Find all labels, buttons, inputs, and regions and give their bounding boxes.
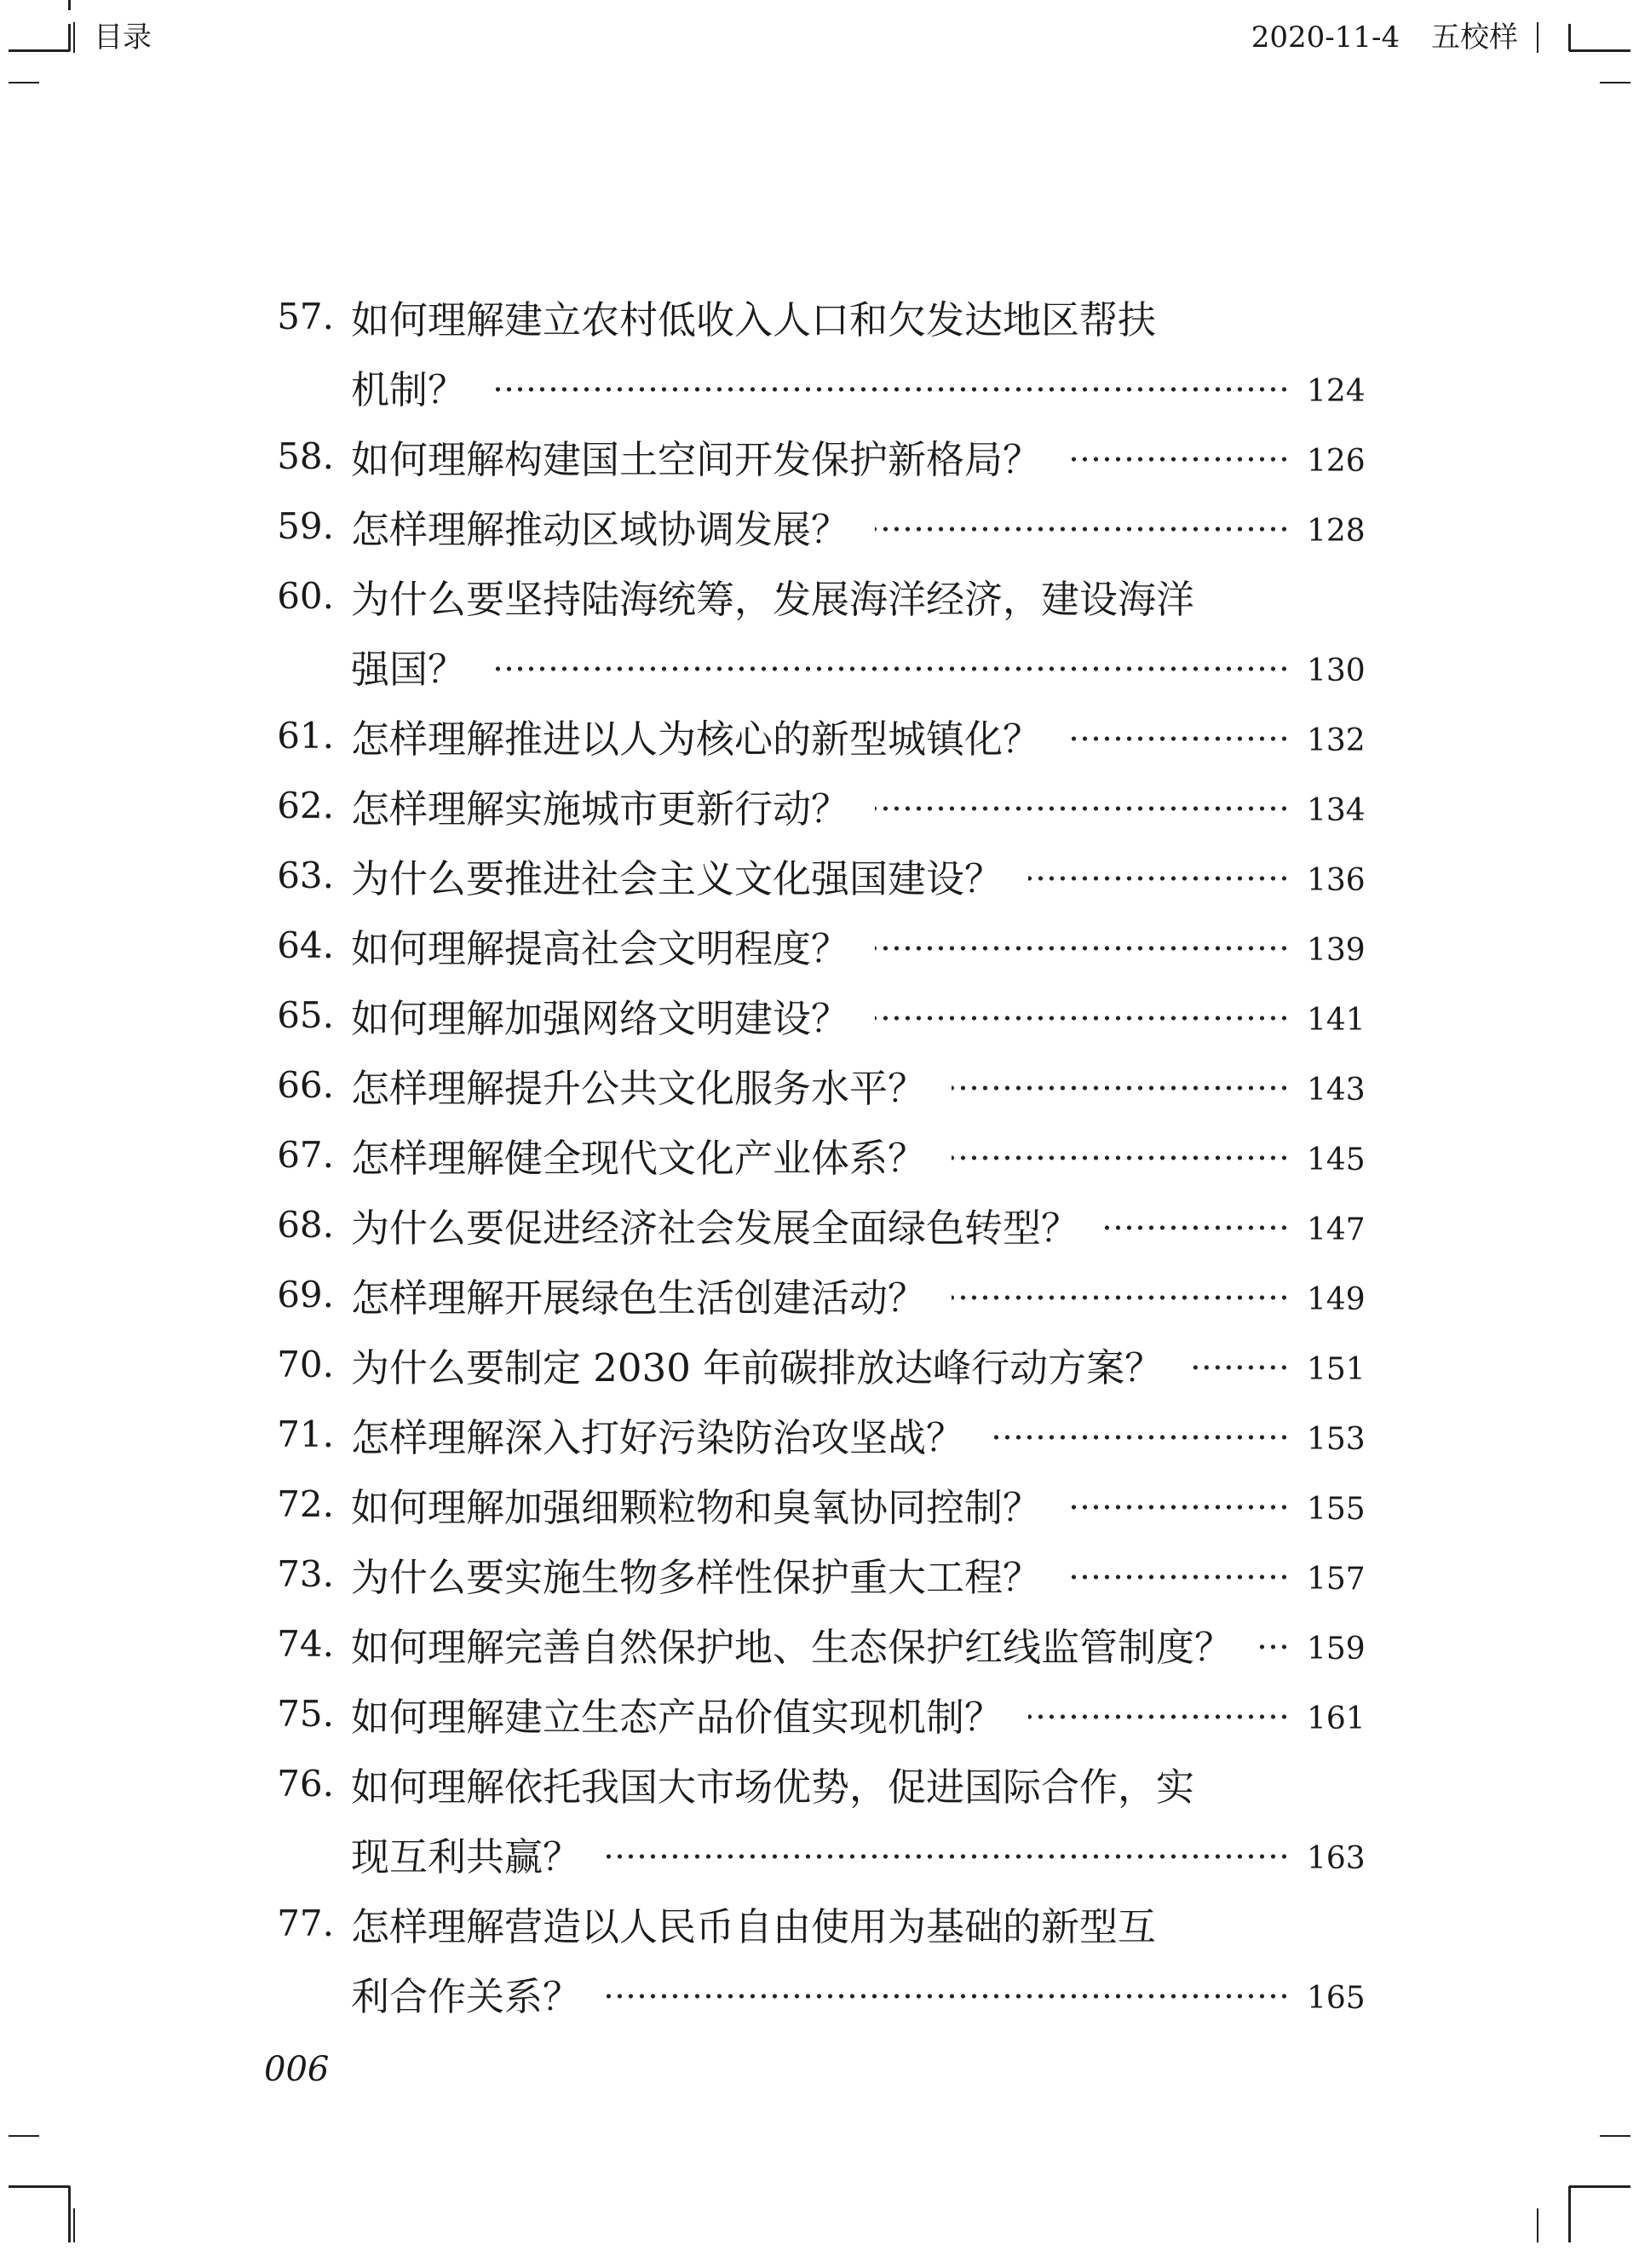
dot-leader (1067, 736, 1290, 741)
toc-entry[interactable] (261, 840, 1366, 910)
toc-entry-title: 机制？ (351, 366, 467, 412)
toc-entry-number: 59. (277, 504, 334, 547)
crop-mark (73, 2208, 75, 2242)
toc-page-number: 157 (1307, 1561, 1366, 1597)
crop-mark (1569, 49, 1630, 52)
toc-entry-number: 65. (277, 993, 334, 1036)
crop-mark (1569, 2185, 1630, 2188)
toc-entry-number: 62. (277, 784, 334, 826)
toc-entry-title: 怎样理解推进以人为核心的新型城镇化？ (351, 716, 1042, 762)
toc-entry-number: 74. (277, 1622, 334, 1665)
toc-page-number: 143 (1307, 1072, 1366, 1108)
toc-entry[interactable] (261, 1888, 1366, 2028)
crop-mark (73, 22, 75, 53)
toc-page-number: 149 (1307, 1281, 1366, 1317)
crop-mark (68, 24, 71, 51)
page-number: 006 (264, 2050, 330, 2089)
toc-page-number: 134 (1307, 792, 1366, 828)
toc-page-number: 163 (1307, 1840, 1366, 1876)
toc-entry-line (261, 1399, 1366, 1469)
crop-mark (1568, 2186, 1571, 2242)
toc-entry-line (261, 491, 1366, 561)
toc-entry-line (261, 980, 1366, 1050)
dot-leader (1067, 457, 1290, 462)
crop-mark (1568, 24, 1571, 51)
dot-leader (607, 1994, 1290, 1999)
toc-entry[interactable] (261, 1469, 1366, 1539)
toc-entry-number: 68. (277, 1203, 334, 1246)
toc-entry-title: 如何理解提高社会文明程度？ (351, 925, 850, 971)
toc-entry-number: 70. (277, 1343, 334, 1385)
toc-page-number: 155 (1307, 1491, 1366, 1527)
toc-entry-title: 怎样理解提升公共文化服务水平？ (351, 1065, 927, 1111)
toc-entry-line (261, 1189, 1366, 1259)
toc-entry-line (261, 630, 1366, 700)
dot-leader (1258, 1644, 1290, 1649)
toc-entry-title: 为什么要促进经济社会发展全面绿色转型？ (351, 1205, 1080, 1251)
toc-entry-title: 怎样理解实施城市更新行动？ (351, 786, 850, 832)
toc-page-number: 161 (1307, 1701, 1366, 1736)
toc-entry-title: 为什么要推进社会主义文化强国建设？ (351, 855, 1004, 901)
toc-entry-line (261, 770, 1366, 840)
toc-entry-line (261, 1120, 1366, 1189)
toc-entry-title: 怎样理解深入打好污染防治攻坚战？ (351, 1414, 965, 1460)
header-proof-stage: 五校样 (1431, 20, 1518, 55)
toc-entry[interactable] (261, 1120, 1366, 1189)
crop-mark (68, 2186, 71, 2242)
crop-mark (9, 2135, 39, 2137)
toc-entry[interactable] (261, 1329, 1366, 1399)
toc-entry-title: 如何理解构建国土空间开发保护新格局？ (351, 436, 1042, 482)
running-header-right (1251, 19, 1518, 56)
dot-leader (1028, 876, 1290, 881)
toc-entry-line (261, 1818, 1366, 1888)
dot-leader (1028, 1714, 1290, 1719)
dot-leader (1067, 1574, 1290, 1580)
toc-entry-line (261, 1469, 1366, 1539)
toc-entry-line (261, 1609, 1366, 1678)
toc-entry-line (261, 1888, 1363, 1958)
toc-entry[interactable] (261, 980, 1366, 1050)
toc-page-number: 130 (1307, 653, 1366, 688)
toc-entry-number: 77. (277, 1902, 334, 1944)
toc-entry-number: 76. (277, 1762, 334, 1805)
toc-entry-line (261, 1050, 1366, 1120)
crop-mark (1537, 22, 1538, 53)
toc-entry[interactable] (261, 1539, 1366, 1609)
dot-leader (952, 1155, 1290, 1160)
toc-entry-title: 如何理解建立生态产品价值实现机制？ (351, 1694, 1004, 1740)
toc-entry[interactable] (261, 281, 1366, 421)
toc-page-number: 153 (1307, 1421, 1366, 1457)
toc-entry-line (261, 1678, 1366, 1748)
crop-mark (9, 49, 70, 52)
dot-leader (875, 946, 1290, 951)
toc-entry-number: 75. (277, 1692, 334, 1735)
toc-entry-line (261, 1259, 1366, 1329)
toc-page-number: 136 (1307, 862, 1366, 898)
toc-entry-title: 如何理解加强细颗粒物和臭氧协同控制？ (351, 1484, 1042, 1530)
toc-entry-title: 为什么要坚持陆海统筹，发展海洋经济，建设海洋 (351, 576, 1195, 622)
toc-entry[interactable] (261, 770, 1366, 840)
toc-entry[interactable] (261, 910, 1366, 980)
toc-entry-line (261, 281, 1363, 351)
toc-entry-number: 66. (277, 1063, 334, 1106)
toc-entry-number: 61. (277, 714, 334, 757)
header-section-title: 目录 (94, 20, 152, 55)
dot-leader (990, 1435, 1290, 1440)
toc-page-number: 128 (1307, 513, 1366, 549)
toc-entry[interactable] (261, 700, 1366, 770)
toc-entry-title: 为什么要制定 2030 年前碳排放达峰行动方案？ (351, 1344, 1164, 1390)
toc-entry-title: 怎样理解开展绿色生活创建活动？ (351, 1275, 927, 1321)
dot-leader (492, 387, 1290, 392)
toc-entry[interactable] (261, 1050, 1366, 1120)
toc-page-number: 126 (1307, 443, 1366, 479)
toc-entry-line (261, 1329, 1366, 1399)
toc-page-number: 159 (1307, 1631, 1366, 1666)
toc-entry-line (261, 910, 1366, 980)
toc-entry-number: 60. (277, 574, 334, 617)
toc-page-number: 145 (1307, 1142, 1366, 1177)
toc-entry-line (261, 840, 1366, 910)
toc-entry-title: 怎样理解健全现代文化产业体系？ (351, 1135, 927, 1181)
dot-leader (875, 527, 1290, 532)
dot-leader (952, 1085, 1290, 1091)
toc-entry-line (261, 1748, 1363, 1818)
toc-entry-number: 67. (277, 1133, 334, 1176)
crop-mark (68, 0, 71, 10)
crop-mark (9, 82, 39, 83)
toc-entry-line (261, 561, 1363, 630)
crop-mark (1600, 2135, 1630, 2137)
toc-entry[interactable] (261, 1259, 1366, 1329)
toc-entry-title: 如何理解完善自然保护地、生态保护红线监管制度？ (351, 1624, 1234, 1670)
toc-page-number: 151 (1307, 1351, 1366, 1387)
toc-entry-number: 58. (277, 435, 334, 477)
toc-entry-number: 72. (277, 1482, 334, 1525)
toc-entry[interactable] (261, 491, 1366, 561)
toc-entry-title: 如何理解依托我国大市场优势，促进国际合作，实 (351, 1764, 1195, 1810)
toc-entry-title: 为什么要实施生物多样性保护重大工程？ (351, 1554, 1042, 1600)
toc-entry[interactable] (261, 421, 1366, 491)
dot-leader (1067, 1505, 1290, 1510)
toc-entry[interactable] (261, 1678, 1366, 1748)
toc-entry-number: 73. (277, 1552, 334, 1595)
toc-page-number: 147 (1307, 1212, 1366, 1247)
toc-entry-title: 怎样理解推动区域协调发展？ (351, 506, 850, 552)
toc-page-number: 132 (1307, 722, 1366, 758)
toc-entry-title: 如何理解加强网络文明建设？ (351, 995, 850, 1041)
toc-entry-number: 57. (277, 295, 334, 337)
toc-page-number: 124 (1307, 373, 1366, 409)
toc-entry-number: 63. (277, 854, 334, 896)
toc-entry[interactable] (261, 1189, 1366, 1259)
dot-leader (1188, 1365, 1290, 1370)
crop-mark (1537, 2208, 1538, 2242)
dot-leader (952, 1295, 1290, 1300)
toc-entry-line (261, 351, 1366, 421)
crop-mark (1600, 82, 1630, 83)
toc-entry-line (261, 1958, 1366, 2028)
toc-entry-number: 71. (277, 1413, 334, 1455)
toc-entry-title: 如何理解建立农村低收入人口和欠发达地区帮扶 (351, 296, 1157, 343)
toc-entry-number: 64. (277, 924, 334, 966)
toc-entry-title: 利合作关系？ (351, 1973, 582, 2019)
toc-entry-title: 现互利共赢？ (351, 1833, 582, 1879)
running-header-left (94, 19, 152, 56)
dot-leader (1105, 1225, 1290, 1230)
dot-leader (492, 666, 1290, 671)
toc-entry[interactable] (261, 1609, 1366, 1678)
dot-leader (875, 1016, 1290, 1021)
table-of-contents (261, 281, 1366, 2028)
toc-page-number: 141 (1307, 1002, 1366, 1038)
toc-page-number: 139 (1307, 932, 1366, 968)
toc-entry[interactable] (261, 1399, 1366, 1469)
dot-leader (607, 1854, 1290, 1859)
toc-entry-line (261, 1539, 1366, 1609)
toc-page-number: 165 (1307, 1980, 1366, 2016)
toc-entry-number: 69. (277, 1273, 334, 1315)
toc-entry[interactable] (261, 1748, 1366, 1888)
toc-entry[interactable] (261, 561, 1366, 700)
toc-entry-line (261, 700, 1366, 770)
toc-entry-title: 怎样理解营造以人民币自由使用为基础的新型互 (351, 1903, 1157, 1949)
header-date: 2020-11-4 (1251, 20, 1400, 55)
toc-entry-title: 强国？ (351, 646, 467, 692)
crop-mark (9, 2185, 70, 2188)
toc-entry-line (261, 421, 1366, 491)
dot-leader (875, 806, 1290, 811)
